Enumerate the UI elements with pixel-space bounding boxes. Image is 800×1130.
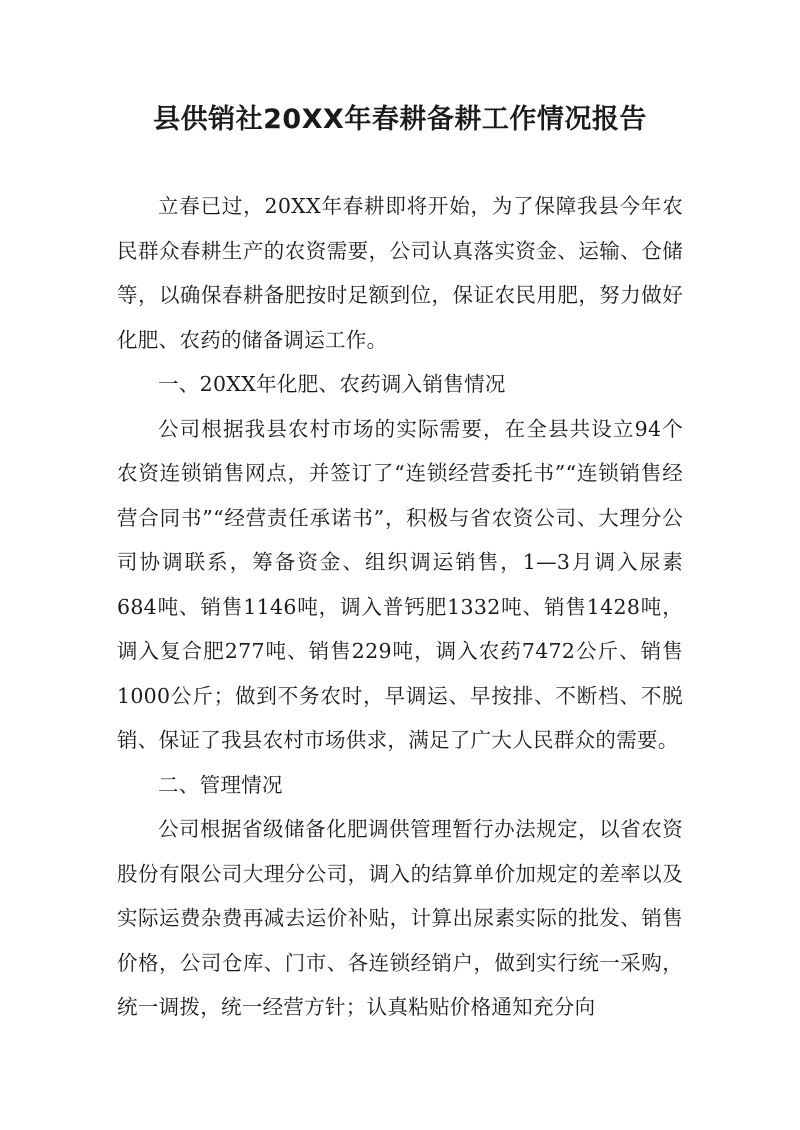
paragraph-management: 公司根据省级储备化肥调供管理暂行办法规定，以省农资股份有限公司大理分公司，调入的结算单价加规定的差率以及实际运费杂费再减去运价补贴，计算出尿素实际的批发、销售价格，公司仓库、门市、各连锁经销户，做到实行统一采购，统一调拨，统一经营方针；认真粘贴价格通知充分向 [117,817,683,1019]
document-body [117,184,683,1030]
paragraph-sales: 公司根据我县农村市场的实际需要，在全县共设立94个农资连锁销售网点，并签订了“连锁经营委托书”“连锁销售经营合同书”“经营责任承诺书”，积极与省农资公司、大理分公司协调联系，筹备资金、组织调运销售，1—3月调入尿素 684吨、销售1146吨，调入普钙肥1332吨、销售1428吨，调入复合肥277吨、销售229吨，调入农药7472公斤、销售1000公斤；做到不务农时，早调运、早按排、不断档、不脱销、保证了我县农村市场供求，满足了广大人民群众的需要。 [117,416,683,752]
document-title: 县供销社20XX年春耕备耕工作情况报告 [153,104,647,135]
section-heading-2: 二、管理情况 [158,772,283,797]
section-heading-1: 一、20XX年化肥、农药调入销售情况 [158,372,506,396]
paragraph-intro: 立春已过，20XX年春耕即将开始，为了保障我县今年农民群众春耕生产的农资需要，公司认真落实资金、运输、仓储等，以确保春耕备肥按时足额到位，保证农民用肥，努力做好化肥、农药的储备调运工作。 [117,194,683,352]
